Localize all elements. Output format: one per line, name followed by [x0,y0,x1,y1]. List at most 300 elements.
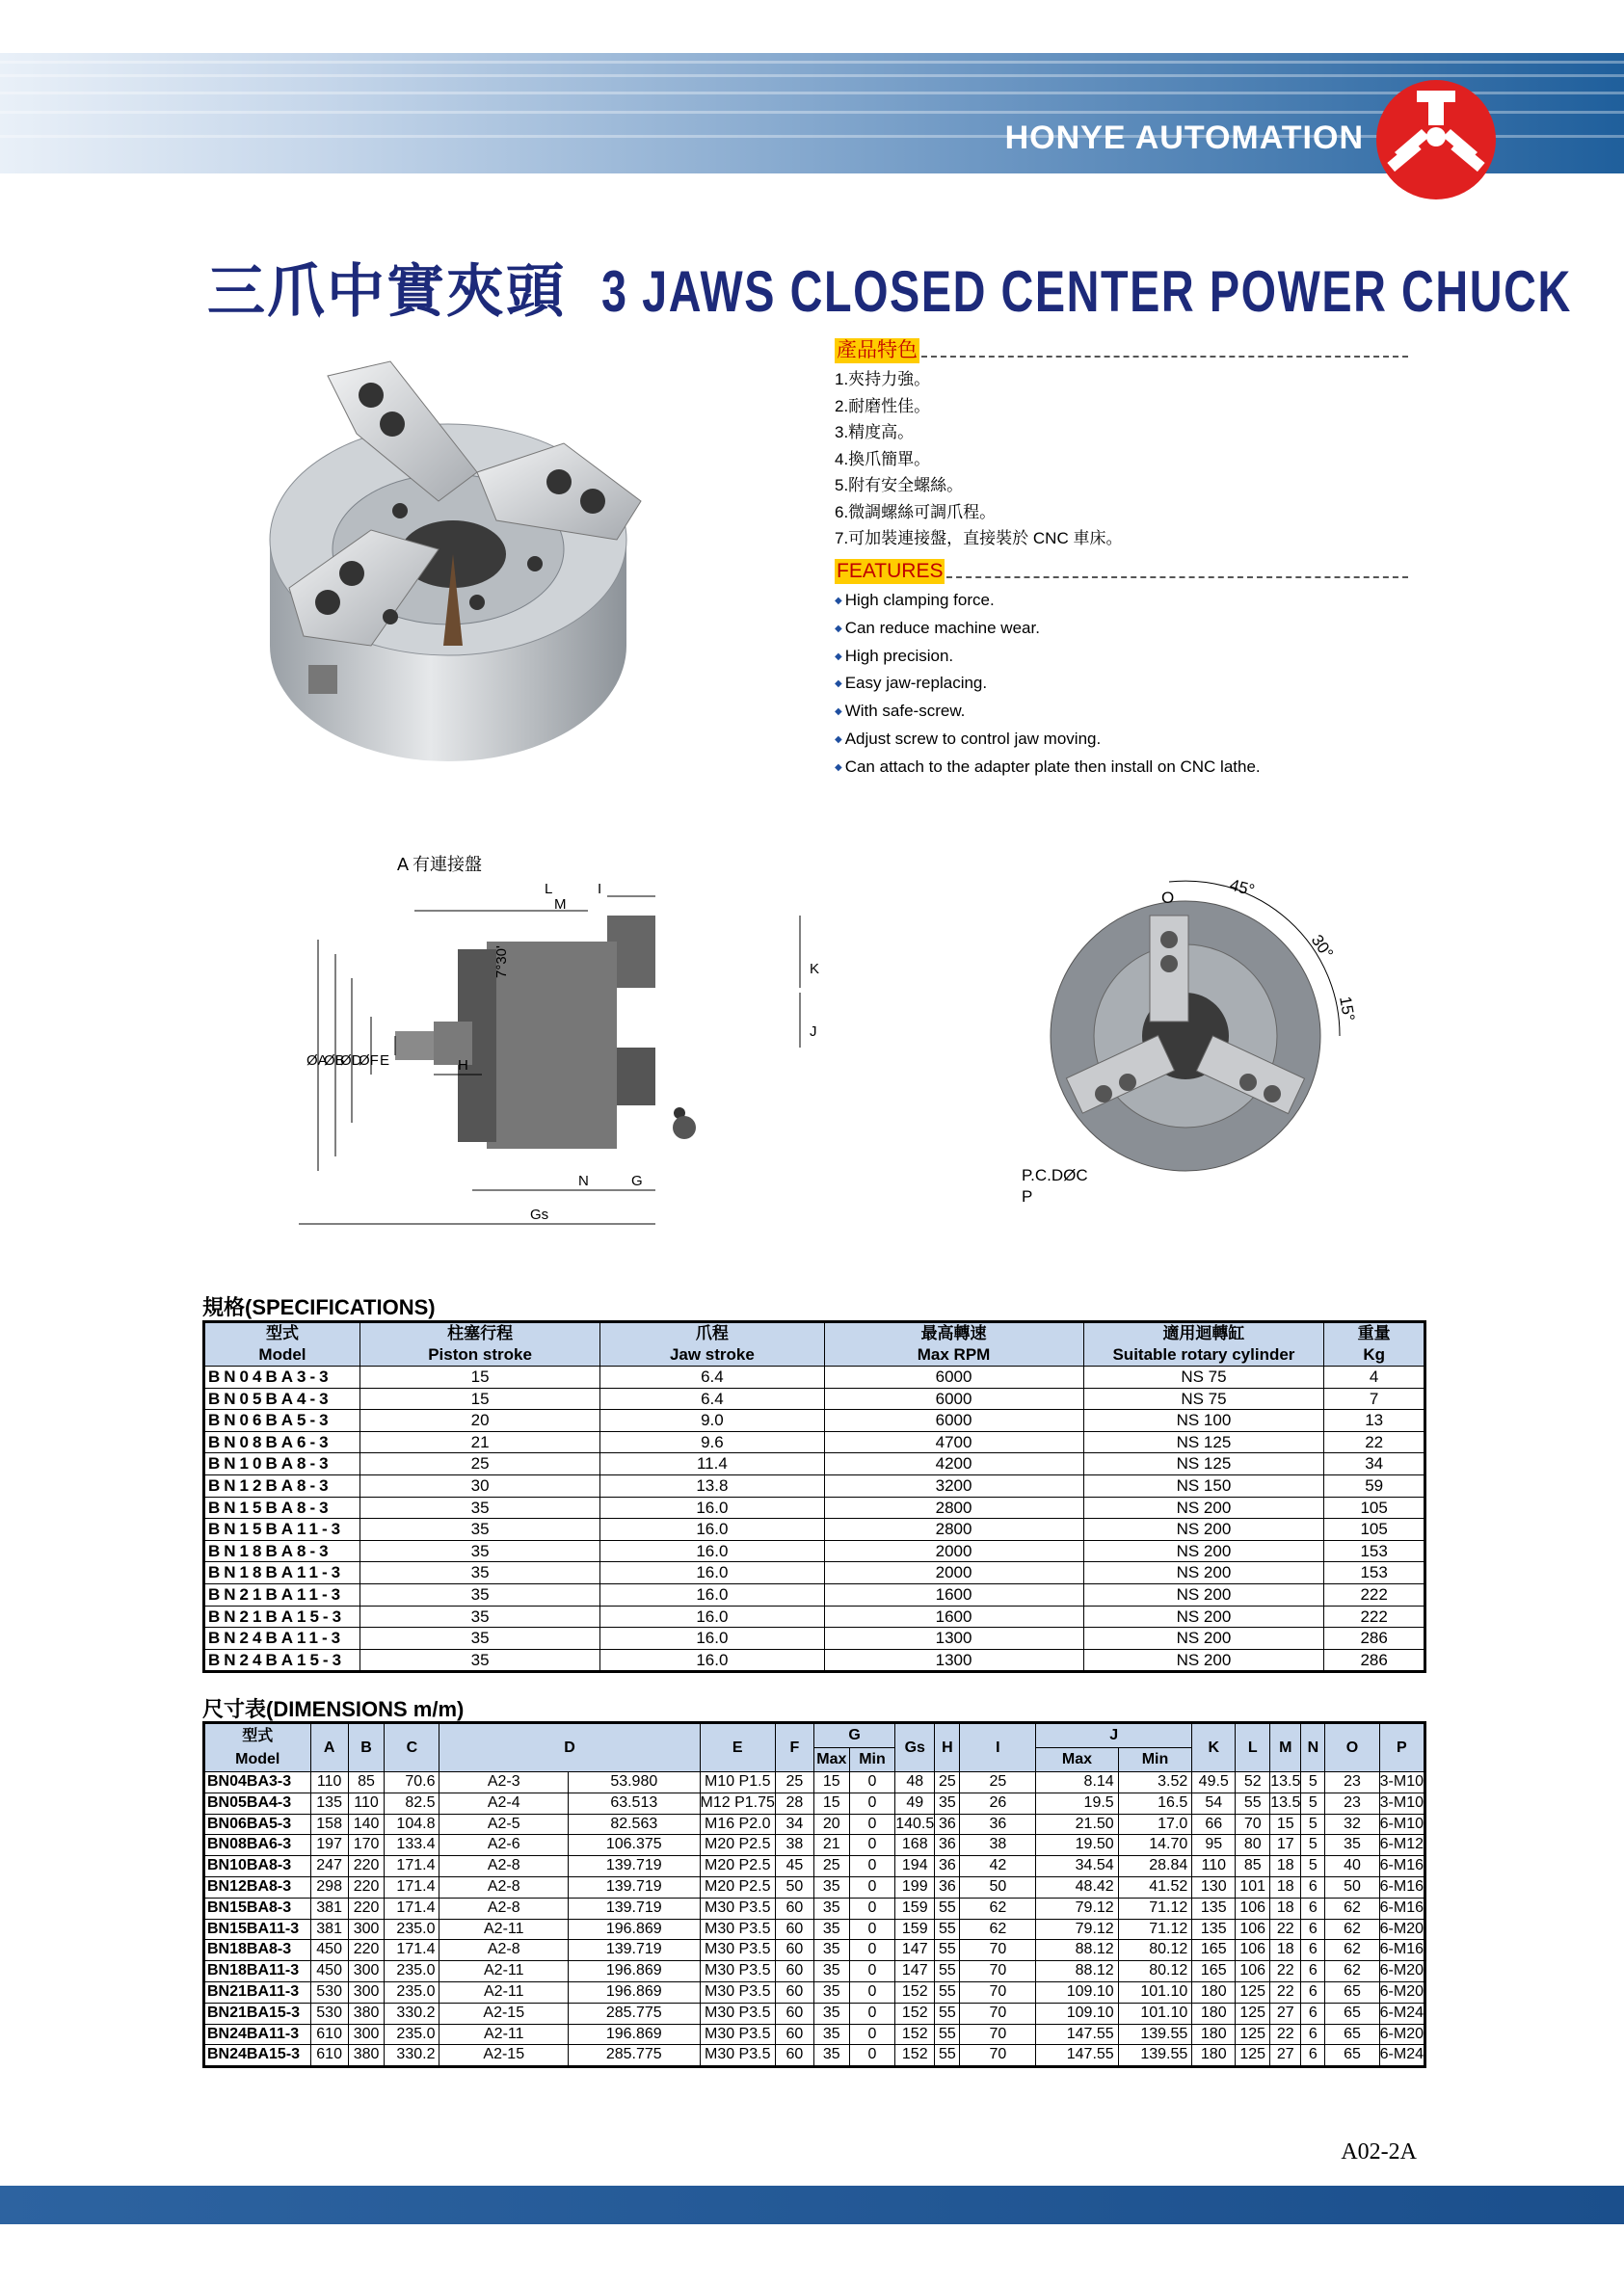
label-oa: ØA [306,1052,328,1069]
dim-cell: 140.5 [895,1814,935,1835]
dim-cell: 15 [813,1772,849,1793]
spec-model-cell: BN04BA3-3 [204,1367,360,1389]
dim-cell: 6-M16 [1379,1940,1424,1961]
dim-row [204,1835,1425,1856]
dims-header: G [813,1723,894,1748]
spec-cell: 153 [1324,1540,1425,1562]
dim-cell: 147.55 [1036,2045,1118,2067]
label-j: J [810,1023,817,1040]
spec-cell: NS 200 [1083,1562,1324,1584]
spec-row [204,1540,1425,1562]
spec-model-cell: BN08BA6-3 [204,1431,360,1453]
dim-row [204,2024,1425,2045]
dim-cell: M30 P3.5 [700,2045,775,2067]
dims-header: B [348,1723,385,1772]
dims-header: L [1236,1723,1270,1772]
dim-cell: 85 [1236,1856,1270,1877]
dim-cell: 66 [1192,1814,1236,1835]
dim-cell: 6 [1301,1940,1325,1961]
dim-cell: 6 [1301,2045,1325,2067]
dim-cell: 171.4 [385,1876,439,1898]
dim-cell: 35 [935,1793,960,1814]
dim-cell: 0 [849,1940,894,1961]
dim-row [204,1919,1425,1940]
dim-cell: 36 [935,1856,960,1877]
dims-header: O [1325,1723,1379,1772]
dim-cell: A2-8 [439,1856,569,1877]
dim-cell: 125 [1236,2003,1270,2024]
dim-cell: 50 [1325,1876,1379,1898]
dim-cell: 25 [935,1772,960,1793]
label-pcd: P.C.DØC [1022,1166,1088,1184]
dim-cell: 171.4 [385,1940,439,1961]
dim-cell: 171.4 [385,1898,439,1919]
dim-cell: 22 [1270,2024,1301,2045]
spec-cell: 25 [359,1453,599,1475]
dim-cell: 18 [1270,1940,1301,1961]
dim-cell: 88.12 [1036,1961,1118,1982]
dim-cell: M10 P1.5 [700,1772,775,1793]
dim-cell: M30 P3.5 [700,1961,775,1982]
spec-cell: 1600 [824,1583,1083,1606]
spec-row [204,1519,1425,1541]
dim-cell: 530 [310,1981,348,2003]
dim-cell: 25 [960,1772,1036,1793]
spec-row [204,1628,1425,1650]
spec-cell: 16.0 [600,1649,824,1672]
dim-cell: 147.55 [1036,2024,1118,2045]
dim-cell: 6-M16 [1379,1876,1424,1898]
dim-cell: 220 [348,1898,385,1919]
spec-model-cell: BN24BA15-3 [204,1649,360,1672]
dim-cell: 247 [310,1856,348,1877]
title-en: 3 JAWS CLOSED CENTER POWER CHUCK [601,259,1573,324]
dim-cell: 0 [849,2003,894,2024]
dim-cell: 70 [960,1961,1036,1982]
label-h: H [458,1057,468,1074]
dim-cell: 19.50 [1036,1835,1118,1856]
dim-cell: 79.12 [1036,1919,1118,1940]
dim-cell: 60 [775,2024,813,2045]
dim-cell: 60 [775,2003,813,2024]
dim-cell: 80 [1236,1835,1270,1856]
dim-cell: 106 [1236,1919,1270,1940]
dim-cell: 80.12 [1118,1961,1192,1982]
label-of: ØF [359,1052,379,1069]
specs-header: 柱塞行程 Piston stroke [359,1322,599,1367]
spec-model-cell: BN18BA8-3 [204,1540,360,1562]
dim-cell: 104.8 [385,1814,439,1835]
spec-cell: 21 [359,1431,599,1453]
spec-cell: 6.4 [600,1367,824,1389]
dim-cell: A2-8 [439,1940,569,1961]
dim-cell: 62 [960,1919,1036,1940]
dim-cell: 147 [895,1940,935,1961]
dims-header: I [960,1723,1036,1772]
specs-table [202,1320,1426,1673]
label-p: P [1022,1187,1033,1206]
dim-cell: 65 [1325,2003,1379,2024]
dim-cell: 0 [849,2045,894,2067]
dim-cell: 135 [310,1793,348,1814]
dim-cell: 34.54 [1036,1856,1118,1877]
dim-cell: 140 [348,1814,385,1835]
spec-cell: NS 200 [1083,1497,1324,1519]
dim-cell: 330.2 [385,2003,439,2024]
spec-cell: 13 [1324,1410,1425,1432]
dim-cell: 106.375 [569,1835,700,1856]
spec-row [204,1410,1425,1432]
dim-cell: 8.14 [1036,1772,1118,1793]
dim-cell: 6 [1301,2024,1325,2045]
spec-cell: NS 200 [1083,1583,1324,1606]
page-number: A02-2A [1341,2139,1417,2164]
dim-cell: 158 [310,1814,348,1835]
dim-model-cell: BN21BA15-3 [204,2003,311,2024]
dims-header: M [1270,1723,1301,1772]
spec-model-cell: BN10BA8-3 [204,1453,360,1475]
dim-cell: 20 [813,1814,849,1835]
feature-en-item: ◆ Easy jaw-replacing. [835,670,1408,698]
dim-cell: 152 [895,2024,935,2045]
spec-cell: 105 [1324,1497,1425,1519]
dim-cell: 18 [1270,1898,1301,1919]
specs-title: 規格(SPECIFICATIONS) [202,1295,436,1319]
dim-model-cell: BN24BA11-3 [204,2024,311,2045]
spec-model-cell: BN06BA5-3 [204,1410,360,1432]
page-title [207,246,1624,329]
dims-header: A [310,1723,348,1772]
dim-cell: 82.5 [385,1793,439,1814]
label-l: L [545,881,553,897]
dim-cell: A2-15 [439,2045,569,2067]
features-en-heading: FEATURES [837,560,944,582]
dims-header: J [1036,1723,1192,1748]
dim-cell: 62 [1325,1961,1379,1982]
feature-en-item: ◆ Can reduce machine wear. [835,615,1408,643]
spec-cell: 9.6 [600,1431,824,1453]
dim-row [204,1898,1425,1919]
label-angle: 7°30' [493,945,510,978]
dim-model-cell: BN10BA8-3 [204,1856,311,1877]
dim-cell: 55 [935,2045,960,2067]
spec-model-cell: BN18BA11-3 [204,1562,360,1584]
spec-cell: 16.0 [600,1606,824,1628]
spec-cell: 16.0 [600,1583,824,1606]
footer-bar [0,2186,1624,2224]
spec-cell: 59 [1324,1474,1425,1497]
spec-model-cell: BN21BA11-3 [204,1583,360,1606]
dim-cell: 0 [849,1835,894,1856]
spec-row [204,1562,1425,1584]
dim-cell: 62 [1325,1919,1379,1940]
features-en [835,558,1408,782]
dim-cell: 381 [310,1919,348,1940]
dim-cell: 6 [1301,1919,1325,1940]
spec-cell: NS 200 [1083,1649,1324,1672]
dim-model-cell: BN05BA4-3 [204,1793,311,1814]
dims-table [202,1721,1426,2068]
spec-row [204,1367,1425,1389]
dim-cell: 14.70 [1118,1835,1192,1856]
spec-cell: 1300 [824,1628,1083,1650]
dim-cell: 13.5 [1270,1793,1301,1814]
dim-cell: 53.980 [569,1772,700,1793]
diagram-a-caption: A 有連接盤 [397,855,483,874]
feature-en-item: ◆ High clamping force. [835,587,1408,615]
dim-cell: 22 [1270,1981,1301,2003]
dim-cell: 27 [1270,2045,1301,2067]
dim-cell: 36 [935,1876,960,1898]
dim-cell: 13.5 [1270,1772,1301,1793]
dim-cell: 235.0 [385,1919,439,1940]
dim-cell: A2-11 [439,1919,569,1940]
dims-header: Min [1118,1748,1192,1772]
dim-cell: 171.4 [385,1856,439,1877]
spec-cell: 6000 [824,1410,1083,1432]
dim-cell: 6-M24 [1379,2045,1424,2067]
dim-cell: 50 [775,1876,813,1898]
dim-cell: 3.52 [1118,1772,1192,1793]
dim-cell: 135 [1192,1898,1236,1919]
dim-cell: 6-M20 [1379,1919,1424,1940]
dim-cell: 27 [1270,2003,1301,2024]
spec-row [204,1431,1425,1453]
dim-cell: 0 [849,1919,894,1940]
dim-cell: 180 [1192,2045,1236,2067]
dim-cell: 48 [895,1772,935,1793]
dim-cell: 42 [960,1856,1036,1877]
dim-cell: 35 [813,1919,849,1940]
dim-cell: 41.52 [1118,1876,1192,1898]
dims-title: 尺寸表(DIMENSIONS m/m) [202,1697,465,1721]
dim-cell: 50 [960,1876,1036,1898]
feature-en-item: ◆ Can attach to the adapter plate then install on CNC lathe. [835,754,1408,782]
spec-cell: NS 150 [1083,1474,1324,1497]
spec-cell: 13.8 [600,1474,824,1497]
spec-cell: NS 100 [1083,1410,1324,1432]
feature-zh-item: 7.可加裝連接盤，直接裝於 CNC 車床。 [835,529,1123,547]
dim-cell: M30 P3.5 [700,1898,775,1919]
dim-cell: 21 [813,1835,849,1856]
dim-cell: 180 [1192,2003,1236,2024]
dim-cell: 330.2 [385,2045,439,2067]
feature-zh-item: 3.精度高。 [835,423,915,441]
label-45: 45° [1227,875,1257,900]
dim-row [204,1940,1425,1961]
feature-en-item: ◆ Adjust screw to control jaw moving. [835,726,1408,754]
dim-cell: 381 [310,1898,348,1919]
dim-cell: 139.719 [569,1856,700,1877]
dim-model-cell: BN08BA6-3 [204,1835,311,1856]
dim-cell: 300 [348,1919,385,1940]
dim-cell: 38 [960,1835,1036,1856]
dim-cell: 82.563 [569,1814,700,1835]
dim-cell: 70 [960,1981,1036,2003]
spec-row [204,1606,1425,1628]
features-zh [835,337,1408,552]
dim-cell: 109.10 [1036,2003,1118,2024]
feature-en-item: ◆ With safe-screw. [835,698,1408,726]
dim-cell: 450 [310,1940,348,1961]
spec-cell: 15 [359,1388,599,1410]
dim-cell: 23 [1325,1793,1379,1814]
spec-row [204,1649,1425,1672]
dim-cell: 125 [1236,2024,1270,2045]
dim-model-cell: BN15BA11-3 [204,1919,311,1940]
dim-cell: 106 [1236,1898,1270,1919]
dim-cell: 71.12 [1118,1898,1192,1919]
dim-cell: 5 [1301,1835,1325,1856]
dim-cell: 62 [960,1898,1036,1919]
dim-row [204,1856,1425,1877]
dim-cell: 380 [348,2045,385,2067]
dim-cell: 48.42 [1036,1876,1118,1898]
dim-cell: 530 [310,2003,348,2024]
dim-cell: 70 [960,2045,1036,2067]
dim-cell: 17.0 [1118,1814,1192,1835]
dim-cell: 6-M16 [1379,1856,1424,1877]
spec-cell: 6.4 [600,1388,824,1410]
dim-cell: 63.513 [569,1793,700,1814]
dim-cell: A2-3 [439,1772,569,1793]
feature-zh-item: 2.耐磨性佳。 [835,396,931,415]
spec-row [204,1453,1425,1475]
dim-cell: 25 [775,1772,813,1793]
dim-cell: 135 [1192,1919,1236,1940]
dims-header: C [385,1723,439,1772]
dims-header: K [1192,1723,1236,1772]
dim-cell: 194 [895,1856,935,1877]
dim-cell: 6-M24 [1379,2003,1424,2024]
dim-cell: 165 [1192,1961,1236,1982]
feature-zh-item: 4.換爪簡單。 [835,449,931,468]
dim-cell: 70 [960,2003,1036,2024]
dim-cell: 147 [895,1961,935,1982]
dim-cell: A2-4 [439,1793,569,1814]
spec-cell: NS 75 [1083,1367,1324,1389]
dims-header: P [1379,1723,1424,1772]
spec-cell: 153 [1324,1562,1425,1584]
dim-cell: 6 [1301,1898,1325,1919]
spec-cell: 35 [359,1519,599,1541]
dim-model-cell: BN21BA11-3 [204,1981,311,2003]
feature-zh-item: 1.夾持力強。 [835,370,931,388]
dim-cell: 139.719 [569,1876,700,1898]
dims-header: Max [813,1748,849,1772]
dim-cell: M30 P3.5 [700,1919,775,1940]
spec-model-cell: BN15BA11-3 [204,1519,360,1541]
label-30: 30° [1307,931,1338,963]
dim-cell: 139.55 [1118,2024,1192,2045]
dim-cell: 235.0 [385,1961,439,1982]
dim-cell: 35 [813,1981,849,2003]
spec-cell: 3200 [824,1474,1083,1497]
spec-cell: 2800 [824,1519,1083,1541]
dim-cell: A2-11 [439,1961,569,1982]
dim-cell: 180 [1192,1981,1236,2003]
dim-cell: 5 [1301,1772,1325,1793]
spec-cell: 286 [1324,1628,1425,1650]
dim-cell: 139.55 [1118,2045,1192,2067]
specs-header: 爪程 Jaw stroke [600,1322,824,1367]
spec-cell: 22 [1324,1431,1425,1453]
dim-cell: 55 [935,2024,960,2045]
dim-cell: 55 [935,1919,960,1940]
dim-cell: 71.12 [1118,1919,1192,1940]
label-n: N [578,1173,589,1189]
specs-header: 適用迴轉缸 Suitable rotary cylinder [1083,1322,1324,1367]
label-k: K [810,961,819,977]
dim-cell: A2-5 [439,1814,569,1835]
dim-cell: 6-M20 [1379,1961,1424,1982]
spec-cell: 105 [1324,1519,1425,1541]
dim-cell: 0 [849,2024,894,2045]
specs-header-row [204,1322,1425,1367]
feature-zh-item: 5.附有安全螺絲。 [835,476,964,494]
dim-cell: 70 [960,2024,1036,2045]
spec-model-cell: BN12BA8-3 [204,1474,360,1497]
spec-cell: 16.0 [600,1497,824,1519]
dim-cell: 49.5 [1192,1772,1236,1793]
spec-model-cell: BN24BA11-3 [204,1628,360,1650]
dim-cell: 28.84 [1118,1856,1192,1877]
spec-cell: NS 200 [1083,1540,1324,1562]
label-e: E [380,1052,390,1069]
dim-cell: 35 [813,1940,849,1961]
dim-cell: 110 [310,1772,348,1793]
spec-cell: NS 200 [1083,1519,1324,1541]
dim-cell: 285.775 [569,2003,700,2024]
dim-cell: 6 [1301,1876,1325,1898]
dim-cell: 450 [310,1961,348,1982]
dim-cell: 130 [1192,1876,1236,1898]
dim-cell: M30 P3.5 [700,2003,775,2024]
dim-cell: M30 P3.5 [700,1981,775,2003]
dim-cell: 95 [1192,1835,1236,1856]
dim-cell: 152 [895,1981,935,2003]
dim-cell: 60 [775,1961,813,1982]
dim-cell: 6-M16 [1379,1898,1424,1919]
dim-cell: 18 [1270,1856,1301,1877]
dim-cell: 133.4 [385,1835,439,1856]
dim-cell: 49 [895,1793,935,1814]
dim-cell: 159 [895,1898,935,1919]
dim-cell: 36 [935,1814,960,1835]
dims-header-model: 型式 Model [204,1723,311,1772]
dim-cell: 26 [960,1793,1036,1814]
dim-cell: A2-8 [439,1898,569,1919]
spec-cell: 35 [359,1583,599,1606]
spec-cell: 222 [1324,1606,1425,1628]
dim-cell: M16 P2.0 [700,1814,775,1835]
spec-cell: 2800 [824,1497,1083,1519]
spec-cell: 35 [359,1497,599,1519]
spec-cell: 4 [1324,1367,1425,1389]
dim-cell: 34 [775,1814,813,1835]
dim-cell: 88.12 [1036,1940,1118,1961]
dim-cell: 38 [775,1835,813,1856]
dim-cell: 6 [1301,1961,1325,1982]
spec-cell: 7 [1324,1388,1425,1410]
label-15: 15° [1336,995,1359,1023]
spec-cell: 35 [359,1628,599,1650]
honye-logo-icon [1373,77,1499,202]
dim-cell: 610 [310,2045,348,2067]
dim-cell: 235.0 [385,2024,439,2045]
dim-cell: 3-M10 [1379,1793,1424,1814]
spec-cell: 34 [1324,1453,1425,1475]
